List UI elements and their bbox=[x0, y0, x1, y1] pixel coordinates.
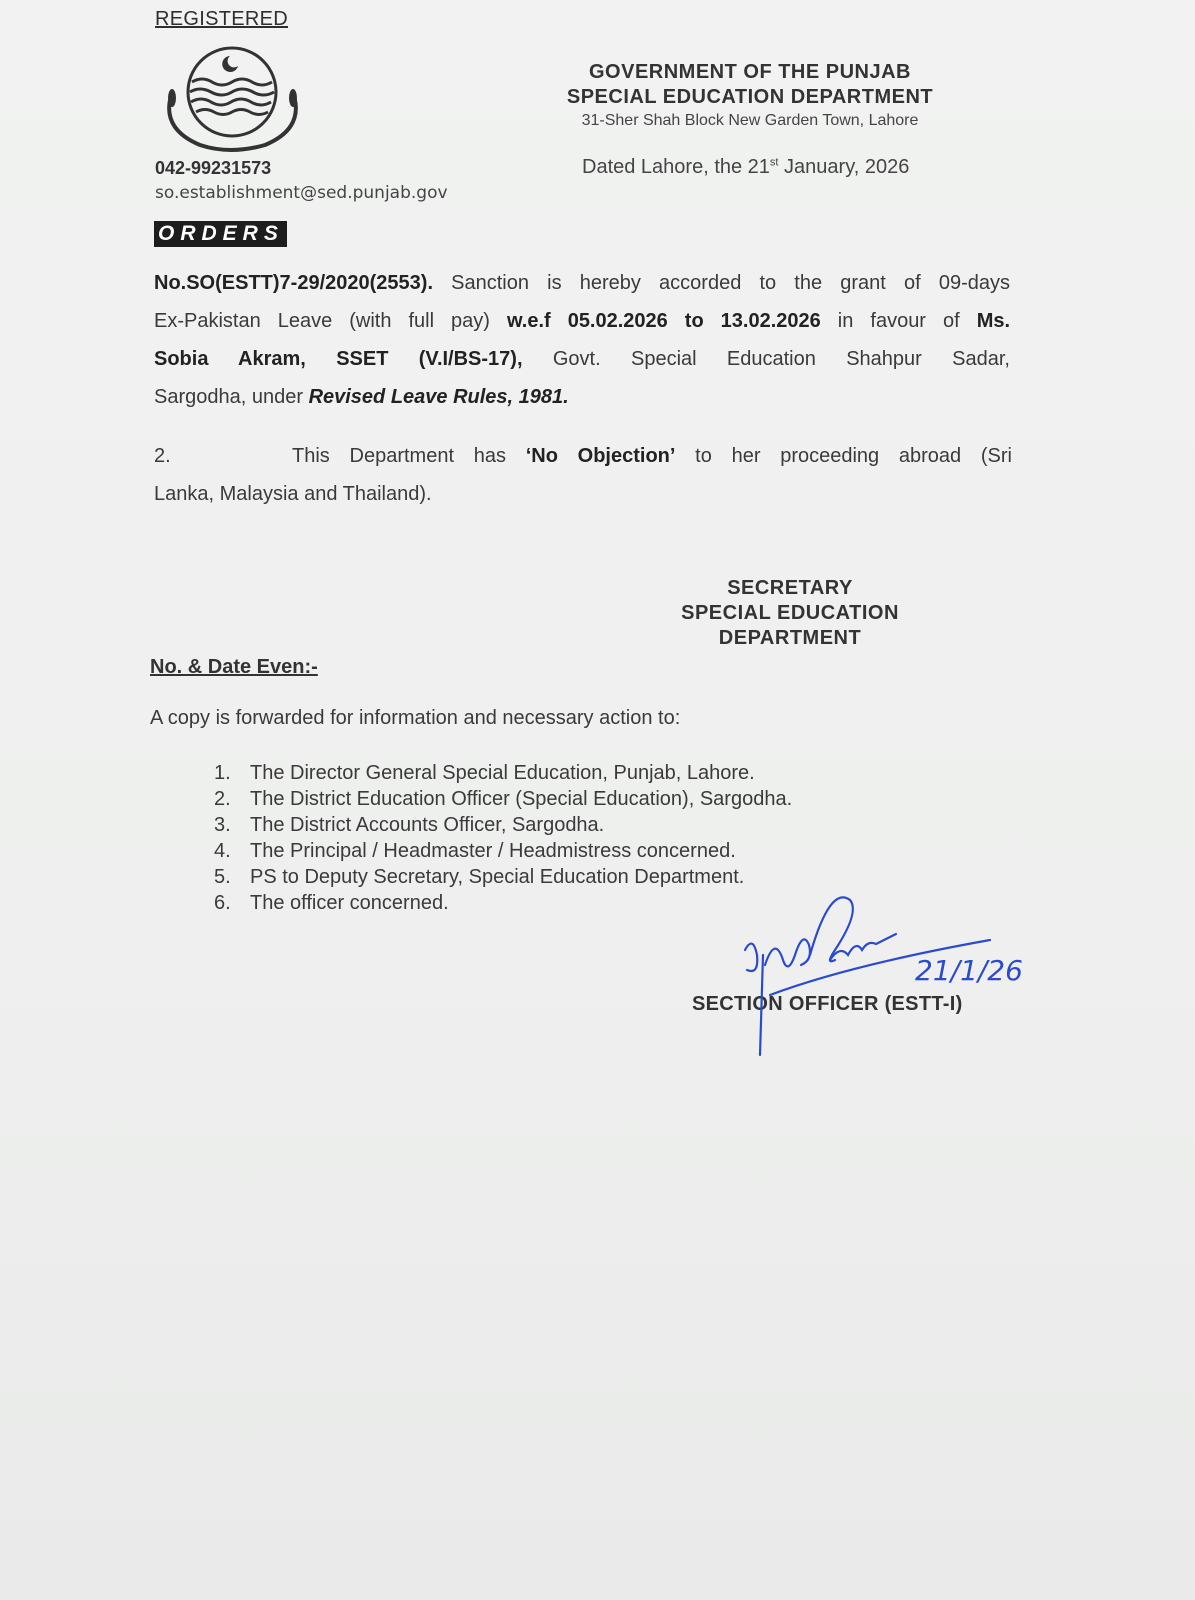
phone-number: 042-99231573 bbox=[155, 158, 272, 178]
government-title: GOVERNMENT OF THE PUNJAB bbox=[588, 61, 912, 83]
endorsement-intro: A copy is forwarded for information and necessary action to: bbox=[150, 707, 681, 729]
paragraph-1-line bbox=[154, 268, 1010, 306]
dated-suffix: January, 2026 bbox=[778, 156, 910, 178]
paragraph-number: 2. bbox=[154, 445, 171, 467]
recipient-number: 6. bbox=[214, 892, 231, 914]
text-segment: Sobia Akram, SSET (V.I/BS-17), bbox=[154, 348, 523, 370]
dated-prefix: Dated Lahore, the 21 bbox=[582, 156, 770, 178]
recipient-number: 3. bbox=[214, 814, 231, 836]
punjab-government-emblem bbox=[160, 40, 305, 155]
recipient-number: 1. bbox=[214, 762, 231, 784]
recipient-text: The District Accounts Officer, Sargodha. bbox=[250, 814, 605, 836]
email-address: so.establishment@sed.punjab.gov bbox=[155, 183, 448, 203]
recipient-text: The Director General Special Education, Punjab, Lahore. bbox=[250, 762, 755, 784]
text-segment: in favour of bbox=[820, 310, 977, 332]
paragraph-1-line bbox=[154, 306, 1010, 344]
paragraph-2-line-2: Lanka, Malaysia and Thailand). bbox=[154, 483, 432, 505]
text-segment: No.SO(ESTT)7-29/2020(2553). bbox=[154, 272, 433, 294]
letterhead bbox=[520, 60, 980, 132]
recipient-number: 5. bbox=[214, 866, 231, 888]
dated-line bbox=[582, 156, 909, 179]
order-paragraph-2 bbox=[154, 441, 1012, 517]
text-segment: Ex-Pakistan Leave (with full pay) bbox=[154, 310, 507, 332]
recipient-item bbox=[214, 812, 792, 838]
paragraph-1-line bbox=[154, 382, 1010, 420]
recipient-list bbox=[214, 760, 792, 916]
recipient-item bbox=[214, 864, 792, 890]
recipient-text: The District Education Officer (Special Education), Sargodha. bbox=[250, 788, 793, 810]
order-paragraph-1 bbox=[154, 268, 1010, 420]
recipient-item bbox=[214, 786, 792, 812]
text-segment: Ms. bbox=[976, 310, 1011, 332]
recipient-text: The officer concerned. bbox=[250, 892, 449, 914]
handwritten-signature bbox=[720, 895, 1040, 1065]
text-segment: w.e.f 05.02.2026 to 13.02.2026 bbox=[506, 310, 821, 332]
department-title: SPECIAL EDUCATION DEPARTMENT bbox=[566, 86, 934, 108]
text-segment: Revised Leave Rules, 1981. bbox=[308, 386, 569, 408]
signatory-line-1: SECRETARY bbox=[727, 577, 853, 599]
text-segment: Sanction is hereby accorded to the grant of 09-days bbox=[433, 272, 1010, 294]
registered-label: REGISTERED bbox=[155, 8, 289, 30]
text-segment: to her proceeding abroad (Sri bbox=[675, 445, 1012, 467]
text-segment: Govt. Special Education Shahpur Sadar, bbox=[522, 348, 1010, 370]
recipient-item bbox=[214, 890, 792, 916]
recipient-number: 4. bbox=[214, 840, 231, 862]
recipient-item bbox=[214, 838, 792, 864]
signatory-line-3: DEPARTMENT bbox=[718, 627, 862, 649]
department-address: 31-Sher Shah Block New Garden Town, Lahore bbox=[581, 112, 919, 129]
paragraph-1-line bbox=[154, 344, 1010, 382]
recipient-text: The Principal / Headmaster / Headmistress concerned. bbox=[250, 840, 736, 862]
dated-ordinal: st bbox=[769, 156, 779, 169]
text-segment: Sargodha, under bbox=[154, 386, 309, 408]
signatory-line-2: SPECIAL EDUCATION bbox=[681, 602, 899, 624]
orders-heading: ORDERS bbox=[154, 221, 287, 247]
paragraph-2-line-1 bbox=[154, 441, 1012, 479]
secretary-signatory bbox=[640, 576, 940, 651]
endorsement-heading: No. & Date Even:- bbox=[150, 656, 318, 678]
recipient-number: 2. bbox=[214, 788, 231, 810]
text-segment: This Department has bbox=[292, 445, 526, 467]
recipient-text: PS to Deputy Secretary, Special Education Department. bbox=[250, 866, 745, 888]
section-officer-title: SECTION OFFICER (ESTT-I) bbox=[692, 993, 963, 1015]
recipient-item bbox=[214, 760, 792, 786]
text-segment: ‘No Objection’ bbox=[525, 445, 676, 467]
signature-date: 21/1/26 bbox=[915, 954, 1023, 987]
